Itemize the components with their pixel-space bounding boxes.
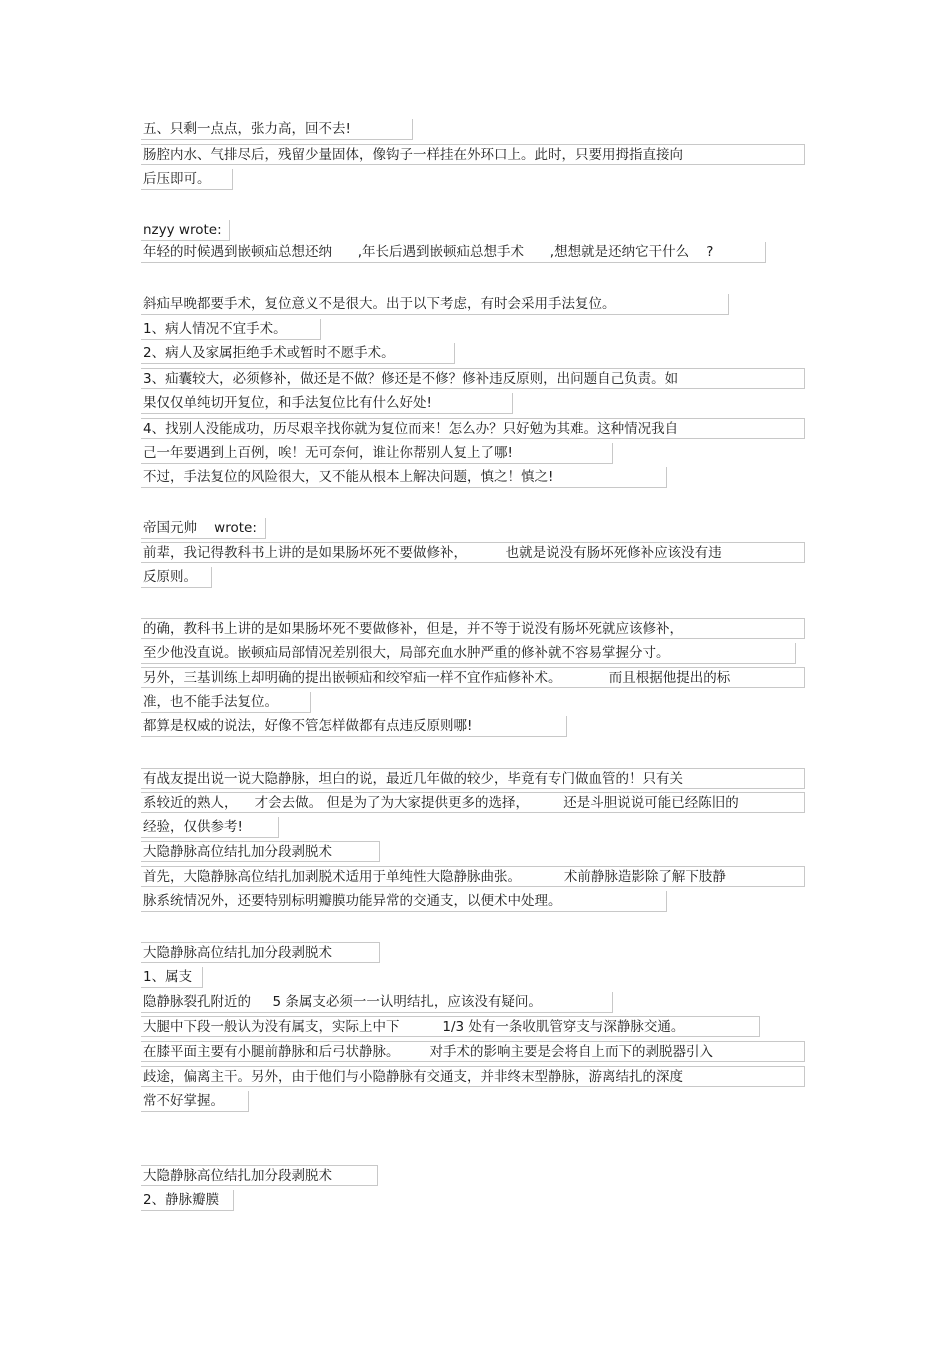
text-line: 都算是权威的说法，好像不管怎样做都有点违反原则哪! xyxy=(141,716,567,737)
sub-heading: 1、属支 xyxy=(141,967,203,988)
section-heading: 大隐静脉高位结扎加分段剥脱术 xyxy=(141,1165,378,1186)
text-line: 不过，手法复位的风险很大，又不能从根本上解决问题，慎之！慎之! xyxy=(141,467,667,488)
text-line: 后压即可。 xyxy=(141,169,233,190)
text-line: 至少他没直说。嵌顿疝局部情况差别很大，局部充血水肿严重的修补就不容易掌握分寸。 xyxy=(141,643,796,664)
text-line: 歧途，偏离主干。另外，由于他们与小隐静脉有交通支，并非终末型静脉，游离结扎的深度 xyxy=(141,1066,805,1087)
section-heading: 大隐静脉高位结扎加分段剥脱术 xyxy=(141,841,380,862)
list-item: 1、病人情况不宜手术。 xyxy=(141,319,321,340)
text-line: 斜疝早晚都要手术，复位意义不是很大。出于以下考虑，有时会采用手法复位。 xyxy=(141,294,729,315)
text-line: 肠腔内水、气排尽后，残留少量固体，像钩子一样挂在外环口上。此时，只要用拇指直接向 xyxy=(141,144,805,165)
text-line: 己一年要遇到上百例，唉！无可奈何，谁让你帮别人复上了哪! xyxy=(141,443,613,464)
quote-text-line: 年轻的时候遇到嵌顿疝总想还纳 ,年长后遇到嵌顿疝总想手术 ,想想就是还纳它干什么 ? xyxy=(141,242,766,263)
list-item: 2、病人及家属拒绝手术或暂时不愿手术。 xyxy=(141,343,455,364)
section-heading: 大隐静脉高位结扎加分段剥脱术 xyxy=(141,942,380,963)
sub-heading: 2、静脉瓣膜 xyxy=(141,1190,234,1211)
text-line: 首先，大隐静脉高位结扎加剥脱术适用于单纯性大隐静脉曲张。 术前静脉造影除了解下肢静 xyxy=(141,866,805,887)
quote-text-line: 反原则。 xyxy=(141,567,212,588)
text-line: 五、只剩一点点，张力高，回不去! xyxy=(141,119,413,140)
text-line: 经验，仅供参考! xyxy=(141,817,279,838)
quote-text-line: 前辈，我记得教科书上讲的是如果肠坏死不要做修补， 也就是说没有肠坏死修补应该没有违 xyxy=(141,542,805,563)
text-line: 另外，三基训练上却明确的提出嵌顿疝和绞窄疝一样不宜作疝修补术。 而且根据他提出的标 xyxy=(141,667,805,688)
text-line: 大腿中下段一般认为没有属支，实际上中下 1/3 处有一条收肌管穿支与深静脉交通。 xyxy=(141,1016,760,1037)
text-line: 的确，教科书上讲的是如果肠坏死不要做修补，但是，并不等于说没有肠坏死就应该修补， xyxy=(141,618,805,639)
list-item: 4、找别人没能成功，历尽艰辛找你就为复位而来！怎么办？只好勉为其难。这种情况我自 xyxy=(141,418,805,439)
text-line: 果仅仅单纯切开复位，和手法复位比有什么好处! xyxy=(141,393,513,414)
text-line: 系较近的熟人， 才会去做。 但是为了为大家提供更多的选择， 还是斗胆说说可能已经陈旧的 xyxy=(141,792,805,813)
text-line: 在膝平面主要有小腿前静脉和后弓状静脉。 对手术的影响主要是会将自上而下的剥脱器引入 xyxy=(141,1041,805,1062)
text-line: 隐静脉裂孔附近的 5 条属支必须一一认明结扎，应该没有疑问。 xyxy=(141,992,613,1013)
quote-author-line: nzyy wrote: xyxy=(141,220,230,241)
text-line: 有战友提出说一说大隐静脉，坦白的说，最近几年做的较少，毕竟有专门做血管的！只有关 xyxy=(141,768,805,789)
text-line: 准，也不能手法复位。 xyxy=(141,692,311,713)
quote-author-line: 帝国元帅 wrote: xyxy=(141,518,266,539)
list-item: 3、疝囊较大，必须修补，做还是不做？修还是不修？修补违反原则，出问题自己负责。如 xyxy=(141,368,805,389)
text-line: 常不好掌握。 xyxy=(141,1091,249,1112)
text-line: 脉系统情况外，还要特别标明瓣膜功能异常的交通支，以便术中处理。 xyxy=(141,891,667,912)
